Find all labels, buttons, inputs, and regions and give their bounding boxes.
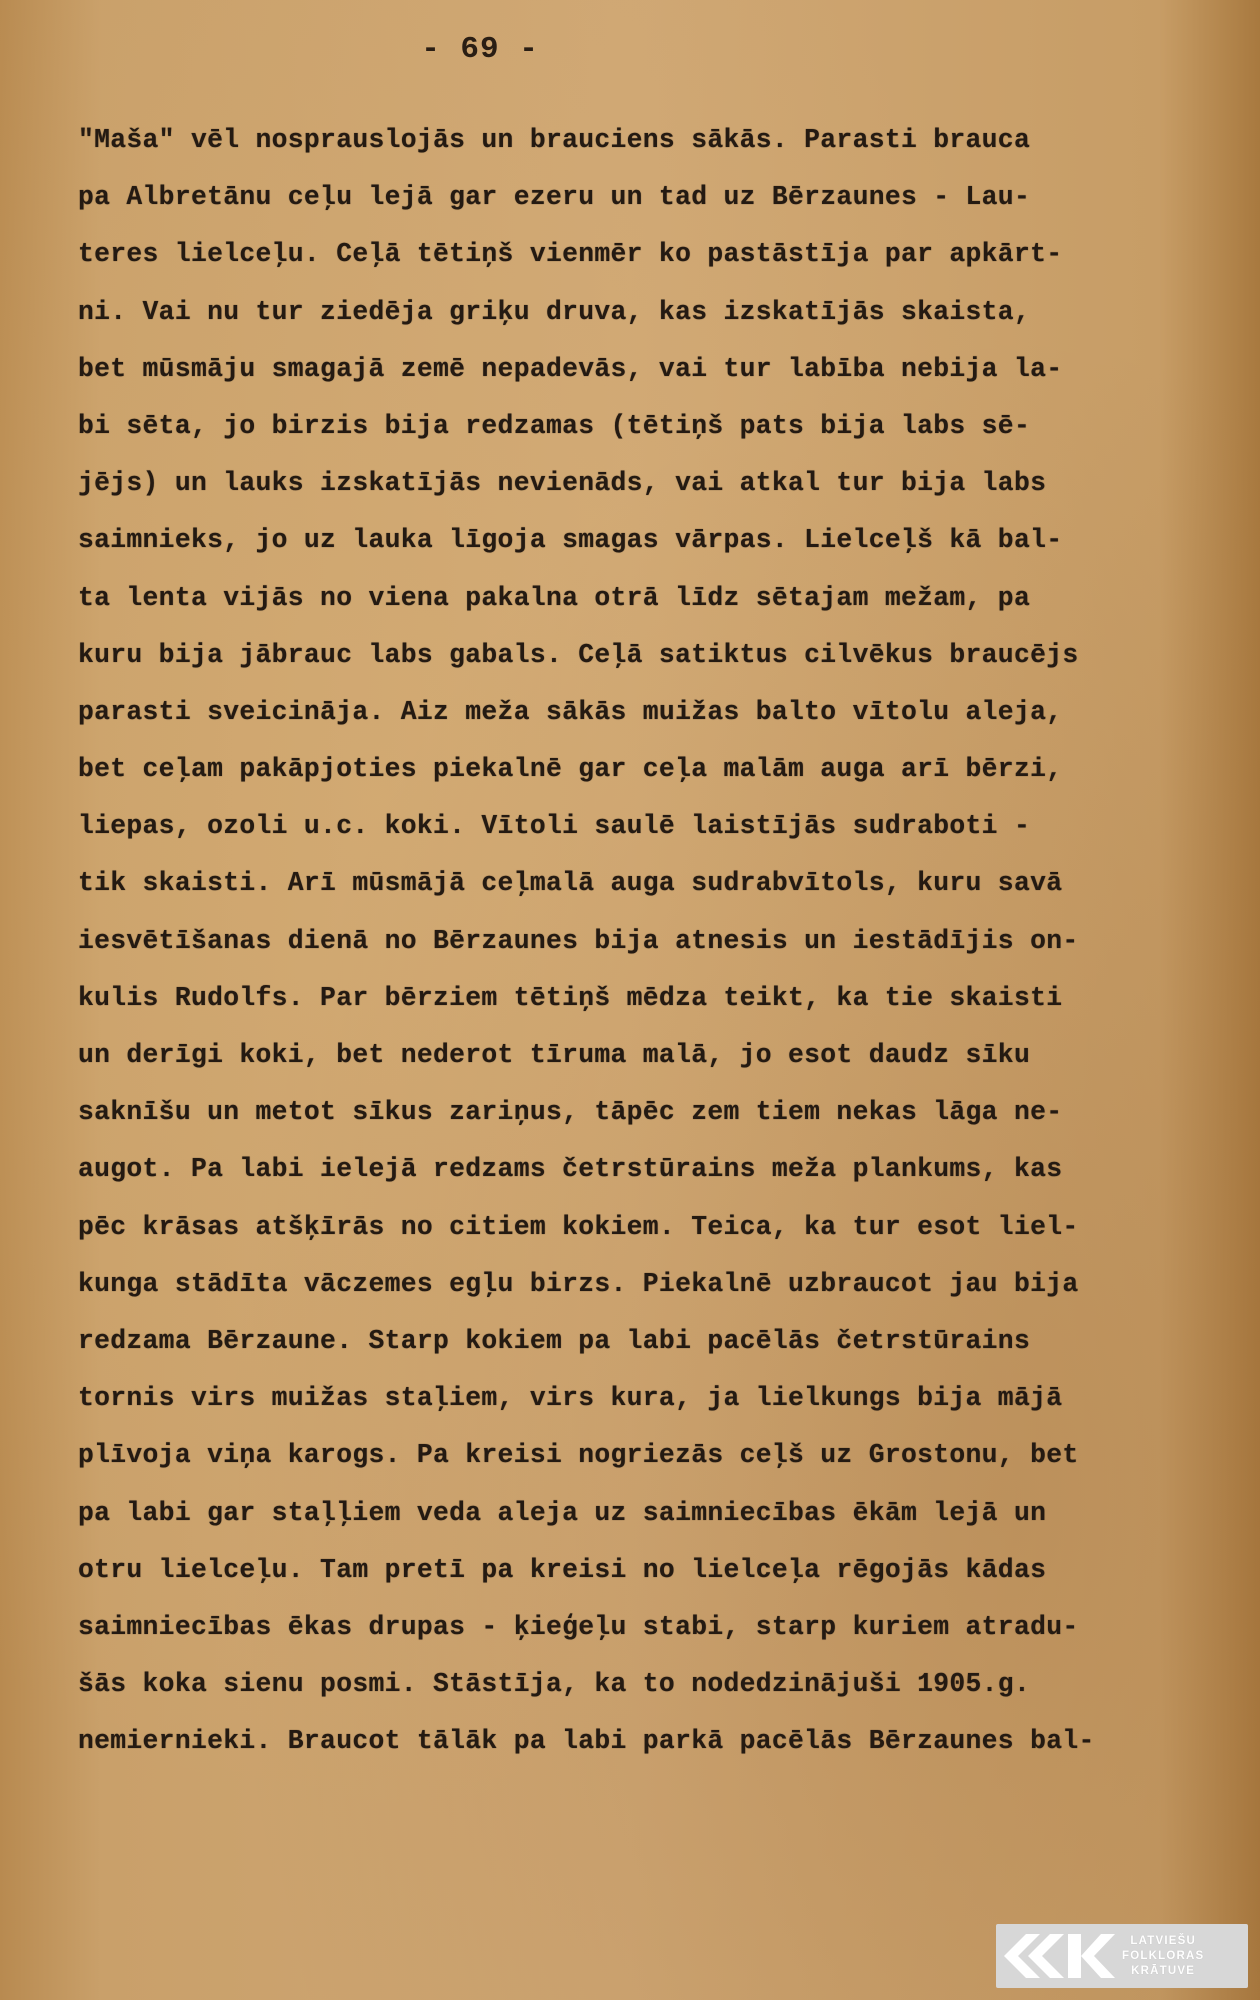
text-line: jējs) un lauks izskatījās nevienāds, vai atkal tur bija labs	[78, 468, 1047, 499]
text-line: liepas, ozoli u.c. koki. Vītoli saulē laistījās sudraboti -	[78, 811, 1031, 842]
text-line: saimnieks, jo uz lauka līgoja smagas vārpas. Lielceļš kā bal-	[78, 525, 1063, 556]
text-line: saimniecības ēkas drupas - ķieģeļu stabi, starp kuriem atradu-	[78, 1611, 1079, 1642]
text-line: pēc krāsas atšķīrās no citiem kokiem. Teica, ka tur esot liel-	[78, 1211, 1079, 1242]
logo-wordmark	[1122, 1934, 1204, 1979]
logo-line-2: FOLKLORAS	[1122, 1949, 1205, 1962]
typewritten-text	[78, 112, 1168, 1770]
text-line: nemiernieki. Braucot tālāk pa labi parkā pacēlās Bērzaunes bal-	[78, 1726, 1095, 1757]
text-line: bet mūsmāju smagajā zemē nepadevās, vai tur labība nebija la-	[78, 353, 1063, 384]
text-line: plīvoja viņa karogs. Pa kreisi nogriezās ceļš uz Grostonu, bet	[78, 1440, 1079, 1471]
text-line: šās koka sienu posmi. Stāstīja, ka to nodedzinājuši 1905.g.	[78, 1669, 1031, 1700]
text-line: kunga stādīta vāczemes egļu birzs. Piekalnē uzbraucot jau bija	[78, 1268, 1079, 1299]
text-line: un derīgi koki, bet nederot tīruma malā, jo esot daudz sīku	[78, 1040, 1031, 1070]
archive-logo	[996, 1924, 1248, 1988]
text-line: iesvētīšanas dienā no Bērzaunes bija atnesis un iestādījis on-	[78, 925, 1079, 956]
text-line: kuru bija jābrauc labs gabals. Ceļā satiktus cilvēkus braucējs	[78, 639, 1079, 670]
lfk-logo-icon	[998, 1924, 1118, 1988]
page-number: - 69 -	[421, 32, 539, 67]
text-line: augot. Pa labi ielejā redzams četrstūrains meža plankums, kas	[78, 1154, 1063, 1185]
text-line: kulis Rudolfs. Par bērziem tētiņš mēdza teikt, ka tie skaisti	[78, 982, 1063, 1013]
text-line: redzama Bērzaune. Starp kokiem pa labi pacēlās četrstūrains	[78, 1325, 1031, 1356]
text-line: saknīšu un metot sīkus zariņus, tāpēc zem tiem nekas lāga ne-	[78, 1097, 1063, 1128]
logo-line-1: LATVIEŠU	[1130, 1934, 1196, 1947]
text-line: parasti sveicināja. Aiz meža sākās muižas balto vītolu aleja,	[78, 696, 1063, 727]
text-line: teres lielceļu. Ceļā tētiņš vienmēr ko pastāstīja par apkārt-	[78, 239, 1063, 270]
text-line: bet ceļam pakāpjoties piekalnē gar ceļa malām auga arī bērzi,	[78, 754, 1063, 785]
text-line: "Maša" vēl nosprauslojās un brauciens sākās. Parasti brauca	[78, 125, 1031, 155]
text-line: ta lenta vijās no viena pakalna otrā līdz sētajam mežam, pa	[78, 582, 1031, 613]
text-line: bi sēta, jo birzis bija redzamas (tētiņš pats bija labs sē-	[78, 410, 1031, 441]
text-line: tik skaisti. Arī mūsmājā ceļmalā auga sudrabvītols, kuru savā	[78, 868, 1063, 899]
logo-line-3: KRĀTUVE	[1131, 1964, 1196, 1977]
text-line: pa labi gar staļļiem veda aleja uz saimniecības ēkām lejā un	[78, 1497, 1047, 1528]
text-line: ni. Vai nu tur ziedēja griķu druva, kas izskatījās skaista,	[78, 296, 1031, 327]
text-line: pa Albretānu ceļu lejā gar ezeru un tad uz Bērzaunes - Lau-	[78, 182, 1031, 213]
text-line: tornis virs muižas staļiem, virs kura, ja lielkungs bija mājā	[78, 1383, 1063, 1414]
text-line: otru lielceļu. Tam pretī pa kreisi no lielceļa rēgojās kādas	[78, 1554, 1047, 1585]
